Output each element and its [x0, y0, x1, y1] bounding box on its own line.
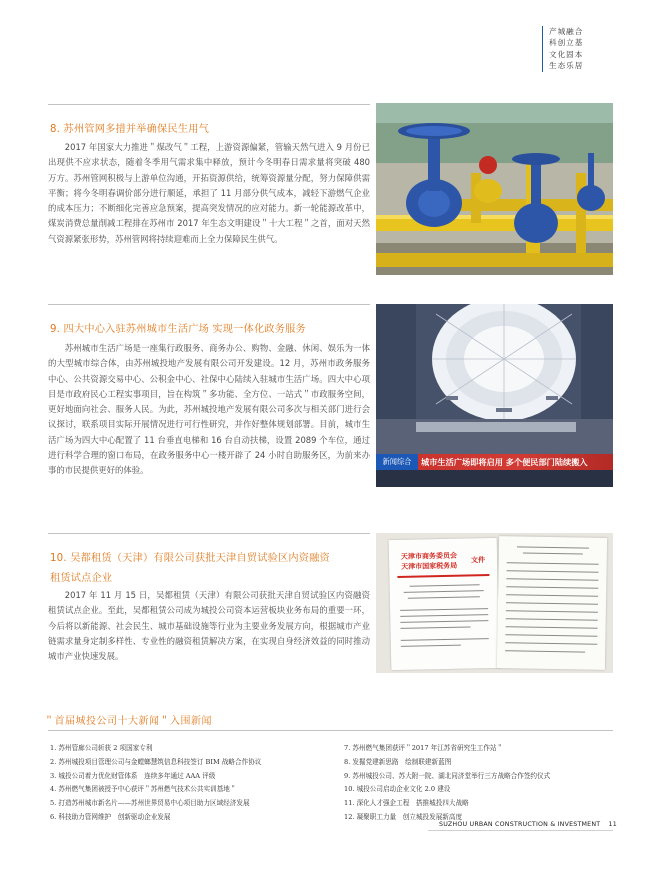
section-title: 9. 四大中心入驻苏州城市生活广场 实现一体化政务服务 [50, 324, 306, 335]
doc-issuer: 天津市国家税务局 [401, 561, 458, 571]
section-divider [48, 104, 370, 105]
list-item: 4. 苏州燃气集团被授予中心获评＂苏州燃气技术公共实训基地＂ [50, 785, 237, 794]
atrium-illustration [376, 304, 613, 454]
section-divider [48, 304, 370, 305]
section-body [48, 341, 370, 479]
doc-issuer: 天津市商务委员会 [400, 551, 458, 561]
list-item: 1. 苏州管廊公司斩获 2 项国家专利 [50, 744, 153, 752]
motto-line: 科创立基 [549, 38, 584, 48]
footer-divider [428, 830, 613, 831]
motto-line: 产城融合 [549, 27, 584, 36]
official-document [389, 538, 500, 670]
approval-documents-photo [376, 533, 613, 673]
doc-type: 文件 [471, 556, 486, 565]
section-title-line: 租赁试点企业 [50, 573, 113, 584]
list-item: 11. 深化人才强企工程 搭推城投四大战略 [344, 799, 469, 808]
list-item: 8. 发掘党建新思路 绘制联建新蓝图 [344, 757, 452, 766]
shortlist-left-column [50, 742, 261, 825]
news-lower-strap [376, 470, 613, 487]
paragraph: 2017 年国家大力推进＂煤改气＂工程，上游资源偏紧，管输天然气进入 9 月份已出现供不应求状态，随着冬季用气需求集中释放，预计今冬明春日需求量将突破 480 万方。苏州管网积极与上游单位沟通，开拓资源供给，统筹资源量分配，努力保障供需平衡；将今冬明春调价部分进行顺延，承担了 11 月部分供气成本，减轻下游燃气企业的成本压力；不断细化完善应急预案，提高突发情况的应对能力。新一轮能源改革中，煤炭消费总量削减工程排在苏州市 2017 年生态文明建设＂十大工程＂之首，面对天然气资源紧张形势，苏州管网将持续迎难而上全力保障民生供气。 [48, 142, 370, 244]
shortlist-right-column [344, 742, 550, 825]
footer-publication: SUZHOU URBAN CONSTRUCTION & INVESTMENT [439, 821, 601, 828]
motto-line: 文化固本 [549, 49, 584, 59]
shortlist-divider [48, 730, 613, 731]
page-footer [439, 821, 617, 828]
list-item: 12. 凝聚职工力量 创立城投发展新高度 [344, 812, 463, 821]
list-item: 7. 苏州燃气集团获评＂2017 年江苏省研究生工作站＂ [344, 744, 504, 752]
section-divider [48, 533, 370, 534]
paragraph: 2017 年 11 月 15 日，吴都租赁（天津）有限公司获批天津自贸试验区内资融资租赁试点企业。至此，吴都租赁公司成为城投公司资本运营板块业务布局的重要一环，今后将以新能源、社会民生、城市基础设施等行业为主要业务发展方向，根据城市产业链需求量身定制多样性、专业性的融资租赁解决方案，在实现自身经济效益的同时推动城市产业快速发展。 [48, 590, 370, 662]
section-title-line: 10. 吴都租赁（天津）有限公司获批天津自贸试验区内资融资 [50, 553, 330, 564]
city-plaza-news-photo [376, 304, 613, 487]
list-item: 6. 科技助力管网维护 创新驱动企业发展 [50, 812, 171, 821]
pipeline-valves-photo [376, 103, 613, 275]
pipeline-illustration [376, 103, 613, 275]
section-body [48, 588, 370, 664]
list-item: 10. 城投公司启动企业文化 2.0 建设 [344, 785, 451, 794]
list-item: 2. 苏州城投项目管理公司与金螳螂慧筑信息科技签订 BIM 战略合作协议 [50, 757, 262, 766]
page-number: 11 [608, 821, 617, 828]
news-caption: 城市生活广场即将启用 多个便民部门陆续搬入 [421, 457, 588, 467]
approval-list-document [497, 536, 607, 670]
list-item: 9. 苏州城投公司、苏大附一院、湖北同济堂举行三方战略合作签约仪式 [344, 771, 551, 780]
shortlist-title: ＂首届城投公司十大新闻＂入围新闻 [44, 716, 212, 727]
paragraph: 苏州城市生活广场是一座集行政服务、商务办公、购物、金融、休闲、娱乐为一体的大型城市综合体，由苏州城投地产发展有限公司开发建设。12 月，苏州市政务服务中心、公共资源交易中心、公积金中心、社保中心陆续入驻城市生活广场。四大中心项目是市政府民心工程实事项目，旨在构筑＂多功能、全方位、一站式＂市政服务空间，更好地面向社会、服务人民。为此，苏州城投地产发展有限公司多次与相关部门进行会议探讨，联系项目实际开展情况进行可行性研究，并作好整体规划部署。目前，城市生活广场为四大中心配置了 11 台垂直电梯和 16 台自动扶梯，设置 2089 个车位，通过进行科学合理的窗口布局，在政务服务中心一楼开辟了 24 小时自助服务区，为前来办事的市民提供更好的体验。 [48, 343, 370, 476]
motto-block [542, 26, 619, 72]
section-title: 8. 苏州管网多措并举确保民生用气 [50, 124, 209, 135]
section-body [48, 140, 370, 247]
list-item: 3. 城投公司着力优化财管体系 连续多年通过 AAA 评级 [50, 771, 216, 780]
list-item: 5. 打造苏州城市新名片——苏州世界贸易中心项目助力区域经济发展 [50, 799, 250, 808]
motto-line: 生态乐居 [549, 61, 584, 71]
news-channel-tag: 新闻综合 [376, 454, 418, 470]
